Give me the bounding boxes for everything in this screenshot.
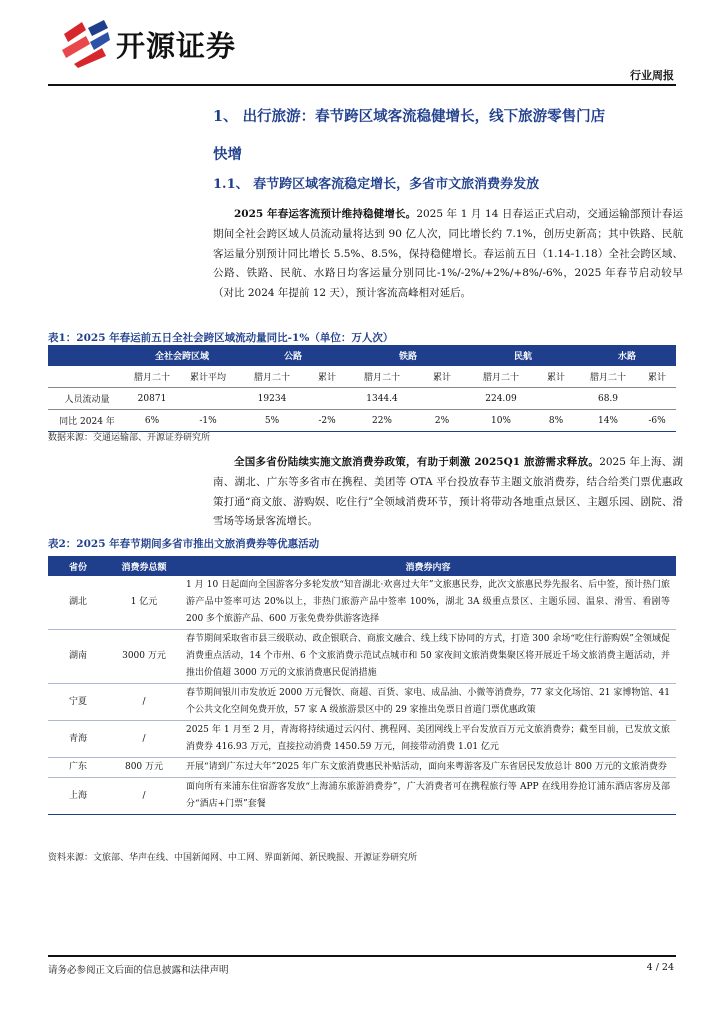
table1-cell (416, 388, 468, 410)
table-passenger-flow (48, 345, 676, 432)
footer-disclaimer: 请务必参阅正文后面的信息披露和法律声明 (48, 965, 229, 976)
table2-header: 消费券总额 (108, 556, 180, 576)
paragraph-vouchers (213, 453, 683, 532)
table1-subheader: 累计 (638, 366, 676, 388)
table1-cell: 20871 (126, 388, 178, 410)
table1-group: 铁路 (348, 345, 468, 366)
table2-source: 资料来源：文旅部、华声在线、中国新闻网、中工网、界面新闻、新民晚报、开源证券研究所 (48, 853, 418, 863)
table2-row (48, 778, 676, 815)
table1-cell: -2% (306, 410, 348, 432)
table2-row (48, 630, 676, 684)
table1-cell: 224.09 (468, 388, 534, 410)
paragraph-travel-flow (213, 205, 683, 304)
table1-row-volume (48, 388, 676, 410)
table2-row (48, 576, 676, 630)
table1-cell: 10% (468, 410, 534, 432)
table1-title: 表1：2025 年春运前五日全社会跨区域流动量同比-1%（单位：万人次） (48, 332, 394, 344)
table1-cell: 5% (238, 410, 306, 432)
table1-subheader: 累计 (416, 366, 468, 388)
header-divider (48, 84, 676, 86)
table1-cell (306, 388, 348, 410)
table1-source: 数据来源：交通运输部、开源证券研究所 (48, 433, 211, 443)
paragraph-body: 2025 年 1 月 14 日春运正式启动，交通运输部预计春运期间全社会跨区域人员流动量将达到 90 亿人次，同比增长约 7.1%，创历史新高；其中铁路、民航客运量分别预计同比增长 5.5%、8.5%，保持稳健增长。春运前五日（1.14-1.18）全社会跨区域、公路、铁路、民航、水路日均客运量分别同比-1%/-2%/+2%/+8%/-6%，2025 年春节启动较早（对比 2024 年提前 12 天），预计客流高峰相对延后。 (213, 208, 683, 300)
table2-amount: 3000 万元 (108, 630, 180, 684)
table1-subheader: 腊月二十 (348, 366, 416, 388)
table2-province: 上海 (48, 778, 108, 815)
table1-cell: 22% (348, 410, 416, 432)
table1-subheader: 腊月二十 (238, 366, 306, 388)
paragraph-lead: 全国多省份陆续实施文旅消费券政策，有助于刺激 2025Q1 旅游需求释放。 (234, 456, 600, 468)
table1-corner (48, 345, 126, 366)
table2-header: 省份 (48, 556, 108, 576)
paragraph-body: 2025 年上海、湖南、湖北、广东等多省市在携程、美团等 OTA 平台投放春节主题文旅消费券，结合给类门票优惠政策打通“商文旅、游购娱、吃住行”全领域消费环节，预计将带动各地重点景区、主题乐园、剧院、滑雪场等场景客流增长。 (213, 456, 683, 528)
table2-row (48, 684, 676, 721)
table1-group: 公路 (238, 345, 348, 366)
table1-row-label: 同比 2024 年 (48, 410, 126, 432)
brand-name: 开源证券 (116, 29, 237, 63)
table1-subheader: 腊月二十 (578, 366, 638, 388)
table1-cell: 14% (578, 410, 638, 432)
table1-cell (48, 366, 126, 388)
table1-cell: 2% (416, 410, 468, 432)
table2-content: 面向所有来浦东住宿游客发放“上海浦东旅游消费券”，广大消费者可在携程旅行等 APP 在线用券抢订浦东酒店客房及部分“酒店+门票”套餐 (180, 778, 676, 815)
table2-content: 2025 年 1 月至 2 月，青海将持续通过云闪付、携程网、美团网线上平台发放百万元文旅消费券；截至目前，已发放文旅消费券 416.93 万元，直接拉动消费 1450.59 万元，间接带动消费 1.01 亿元 (180, 721, 676, 758)
table2-row (48, 721, 676, 758)
table2-amount: 800 万元 (108, 758, 180, 778)
table2-province: 广东 (48, 758, 108, 778)
table2-amount: 1 亿元 (108, 576, 180, 630)
table1-subheader-row (48, 366, 676, 388)
table2-header: 消费券内容 (180, 556, 676, 576)
table1-cell: 6% (126, 410, 178, 432)
subsection-heading: 1.1、 春节跨区域客流稳定增长，多省市文旅消费券发放 (213, 177, 540, 192)
table1-group: 水路 (578, 345, 676, 366)
table2-province: 青海 (48, 721, 108, 758)
table1-cell: -6% (638, 410, 676, 432)
table2-amount: / (108, 684, 180, 721)
table2-province: 湖南 (48, 630, 108, 684)
table2-title: 表2：2025 年春节期间多省市推出文旅消费券等优惠活动 (48, 538, 320, 550)
table2-amount: / (108, 778, 180, 815)
brand-logo-icon (60, 20, 112, 68)
table-voucher-activities (48, 556, 676, 815)
table1-cell (638, 388, 676, 410)
table2-header-row (48, 556, 676, 576)
section-heading-line2: 快增 (213, 146, 242, 163)
section-heading-line1: 1、 出行旅游：春节跨区域客流稳健增长，线下旅游零售门店 (213, 108, 606, 125)
brand-logo (60, 20, 290, 72)
paragraph-lead: 2025 年春运客流预计维持稳健增长。 (234, 208, 417, 220)
table1-cell (178, 388, 238, 410)
table1-cell: 8% (534, 410, 578, 432)
footer-divider (48, 955, 676, 957)
table1-cell (534, 388, 578, 410)
table2-amount: / (108, 721, 180, 758)
table2-province: 宁夏 (48, 684, 108, 721)
table2-row (48, 758, 676, 778)
table1-cell: -1% (178, 410, 238, 432)
table1-subheader: 腊月二十 (468, 366, 534, 388)
table1-subheader: 累计 (306, 366, 348, 388)
table1-cell: 1344.4 (348, 388, 416, 410)
table1-cell: 19234 (238, 388, 306, 410)
table1-subheader: 累计 (534, 366, 578, 388)
table1-row-label: 人员流动量 (48, 388, 126, 410)
table1-group: 全社会跨区域 (126, 345, 238, 366)
table1-group: 民航 (468, 345, 578, 366)
table1-cell: 68.9 (578, 388, 638, 410)
page-number: 4 / 24 (646, 962, 674, 973)
report-type-label: 行业周报 (630, 69, 674, 82)
table2-content: 1 月 10 日起面向全国游客分多轮发放“知音湖北·欢喜过大年”文旅惠民券，此次文旅惠民券先报名、后中签，预计热门旅游产品中签率可达 20%以上，非热门旅游产品中签率 100%，湖北 3A 级重点景区、主题乐园、温泉、滑雪、看剧等 200 多个旅游产品、600 万张免费券供游客选择 (180, 576, 676, 630)
table1-row-yoy (48, 410, 676, 432)
table2-content: 春节期间银川市发放近 2000 万元餐饮、商超、百货、家电、成品油、小微等消费券，77 家文化场馆、21 家博物馆、41 个公共文化空间免费开放，57 家 A 级旅游景区中的 29 家推出免票日首道门票优惠政策 (180, 684, 676, 721)
table2-content: 春节期间采取省市县三级联动、政企银联合、商旅文融合、线上线下协同的方式，打造 300 余场“吃住行游购娱”全领域促消费重点活动，14 个市州、6 个文旅消费示范试点城市和 50 家夜间文旅消费集聚区将开展近千场文旅消费主题活动，并推出价值超 3000 万元的文旅消费惠民促消措施 (180, 630, 676, 684)
table1-subheader: 腊月二十 (126, 366, 178, 388)
table2-province: 湖北 (48, 576, 108, 630)
table1-subheader: 累计平均 (178, 366, 238, 388)
section-heading (213, 98, 683, 174)
table2-content: 开展“请到广东过大年”2025 年广东文旅消费惠民补贴活动，面向来粤游客及广东省居民发放总计 800 万元的文旅消费券 (180, 758, 676, 778)
table1-group-header (48, 345, 676, 366)
